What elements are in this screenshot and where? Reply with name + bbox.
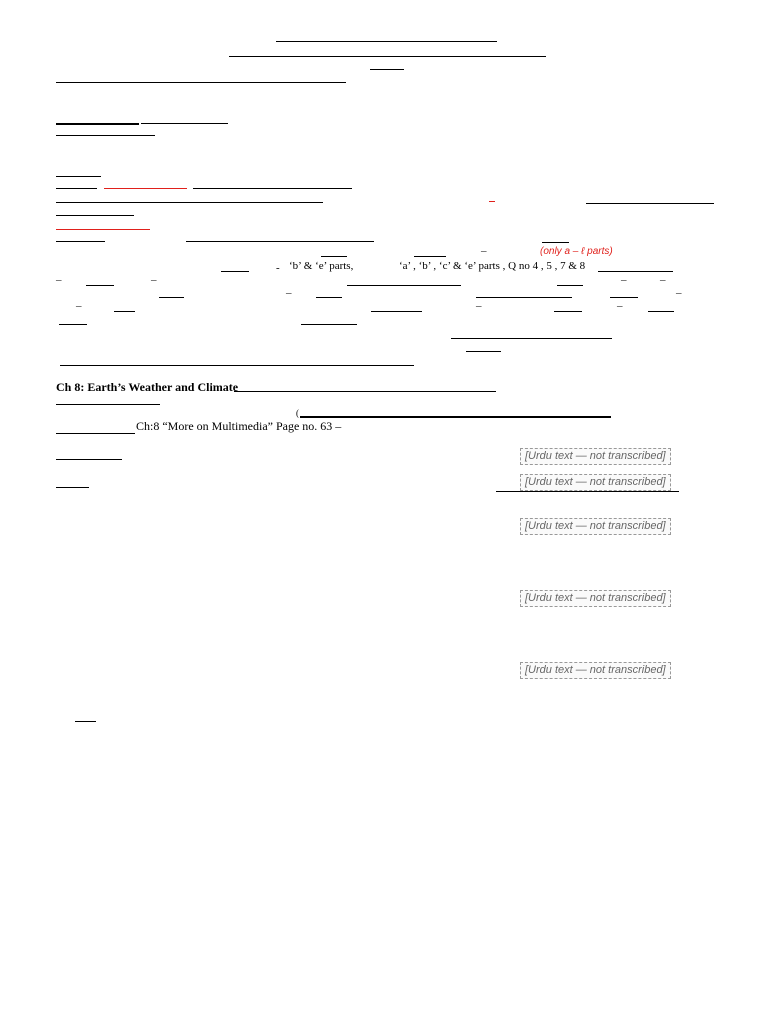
line-block-2h [56,215,134,216]
line-row-g1 [451,338,612,339]
dash-6: – [660,274,666,286]
line-block-2a [56,176,101,177]
line-row-e2 [371,311,422,312]
line-row-e4 [648,311,674,312]
line-row-f2 [301,324,357,325]
line-row-d1 [159,297,184,298]
paren-mark: ( [296,408,299,418]
line-row-e1 [114,311,135,312]
line-row-a3 [321,256,347,257]
line-row-e3 [554,311,582,312]
dash-9: – [76,300,82,312]
header-line-3 [370,69,404,70]
urdu-line-2-underline [496,491,679,492]
computer-lead-line [56,433,135,434]
parts-b-e: ‘b’ & ‘e’ parts, [289,260,354,272]
dash-8: – [676,287,682,299]
dash-3: – [56,274,62,286]
line-row-a1 [56,241,105,242]
line-row-c2 [347,285,461,286]
urdu-placeholder-para-2: [Urdu text — not transcribed] [520,590,671,607]
dash-4: – [151,274,157,286]
line-block-1b [141,123,228,124]
line-block-2d [193,188,352,189]
line-row-a2 [186,241,374,242]
computer-answer-line [300,416,611,418]
line-row-a5 [542,242,569,243]
line-row-c1 [86,285,114,286]
line-row-d3 [476,297,572,298]
dash-7: – [286,287,292,299]
red-parts-note: (only a – ℓ parts) [540,246,613,257]
dash-2: - [276,262,280,274]
line-block-1a [56,123,139,125]
line-block-1c [56,135,155,136]
line-block-2c-red [104,188,187,189]
dash-11: – [617,300,623,312]
line-row-a4 [414,256,446,257]
urdu-placeholder-line-2: [Urdu text — not transcribed] [520,474,671,491]
line-block-2f-red [489,201,495,202]
science-answer-line [234,391,496,392]
urdu-placeholder-para-3: [Urdu text — not transcribed] [520,662,671,679]
line-block-2i-red [56,229,150,230]
bottom-line [75,721,96,722]
line-row-f1 [59,324,87,325]
dash-1: – [481,245,487,257]
line-row-g3 [60,365,414,366]
urdu-left-line-2 [56,487,89,488]
line-row-d4 [610,297,638,298]
urdu-placeholder-line-1: [Urdu text — not transcribed] [520,448,671,465]
dash-5: – [621,274,627,286]
dash-10: – [476,300,482,312]
line-after-science [56,404,160,405]
line-row-b1 [221,271,249,272]
header-line-1 [276,41,497,42]
science-chapter: Ch 8: Earth’s Weather and Climate [56,380,239,394]
computer-chapter: Ch:8 “More on Multimedia” Page no. 63 – [136,419,342,433]
line-block-2g [586,203,714,204]
line-row-g2 [466,351,501,352]
line-block-2e [56,202,323,203]
line-block-2b [56,188,97,189]
parts-a-b-c-e: ‘a’ , ‘b’ , ‘c’ & ‘e’ parts , Q no 4 , 5 , 7 & 8 [399,260,586,272]
line-row-c3 [557,285,583,286]
urdu-placeholder-para-1: [Urdu text — not transcribed] [520,518,671,535]
header-line-2 [229,56,546,57]
line-row-b2 [598,271,673,272]
line-row-d2 [316,297,342,298]
header-line-4 [56,82,346,83]
urdu-left-line-1 [56,459,122,460]
